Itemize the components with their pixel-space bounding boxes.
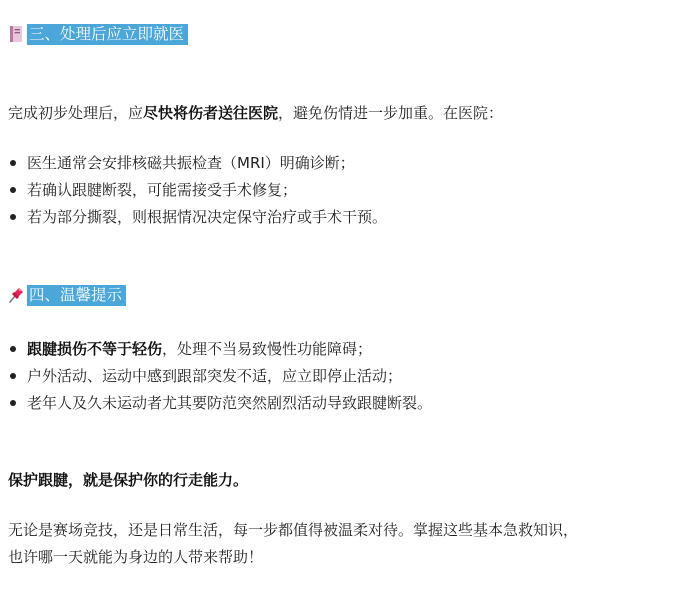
intro-text-after: ，避免伤情进一步加重。在医院： bbox=[278, 104, 504, 122]
tips-list bbox=[8, 338, 432, 419]
bullet-dot bbox=[10, 346, 16, 352]
closing-line-1: 无论是赛场竞技，还是日常生活，每一步都值得被温柔对待。掌握这些基本急救知识， bbox=[8, 521, 579, 539]
list-item-text: 户外活动、运动中感到跟部突发不适，应立即停止活动； bbox=[27, 367, 403, 385]
section-heading-3 bbox=[8, 23, 188, 45]
section-heading-4 bbox=[8, 284, 126, 306]
list-item-text: 若确认跟腱断裂，可能需接受手术修复； bbox=[27, 181, 298, 199]
hospital-steps-list bbox=[8, 152, 387, 233]
intro-paragraph bbox=[8, 103, 503, 123]
list-item bbox=[8, 206, 387, 233]
list-item bbox=[8, 179, 387, 206]
section-title: 三、处理后应立即就医 bbox=[27, 24, 188, 45]
list-item-text: ，处理不当易致慢性功能障碍； bbox=[162, 340, 373, 358]
list-item bbox=[8, 392, 432, 419]
bullet-dot bbox=[10, 400, 16, 406]
notebook-icon bbox=[8, 25, 24, 43]
pushpin-icon bbox=[8, 286, 24, 304]
list-item-text: 医生通常会安排核磁共振检查（MRI）明确诊断； bbox=[27, 154, 355, 172]
list-item-text: 若为部分撕裂，则根据情况决定保守治疗或手术干预。 bbox=[27, 208, 388, 226]
section-title: 四、温馨提示 bbox=[27, 285, 126, 306]
bullet-dot bbox=[10, 187, 16, 193]
closing-bold-line: 保护跟腱，就是保护你的行走能力。 bbox=[8, 471, 249, 489]
list-item-emphasis: 跟腱损伤不等于轻伤 bbox=[27, 340, 163, 358]
list-item bbox=[8, 152, 387, 179]
intro-emphasis: 尽快将伤者送往医院 bbox=[143, 104, 279, 122]
bullet-dot bbox=[10, 373, 16, 379]
list-item bbox=[8, 338, 432, 365]
closing-line-2: 也许哪一天就能为身边的人带来帮助！ bbox=[8, 548, 264, 566]
bullet-dot bbox=[10, 160, 16, 166]
bullet-dot bbox=[10, 214, 16, 220]
intro-text-before: 完成初步处理后，应 bbox=[8, 104, 144, 122]
list-item bbox=[8, 365, 432, 392]
list-item-text: 老年人及久未运动者尤其要防范突然剧烈活动导致跟腱断裂。 bbox=[27, 394, 433, 412]
